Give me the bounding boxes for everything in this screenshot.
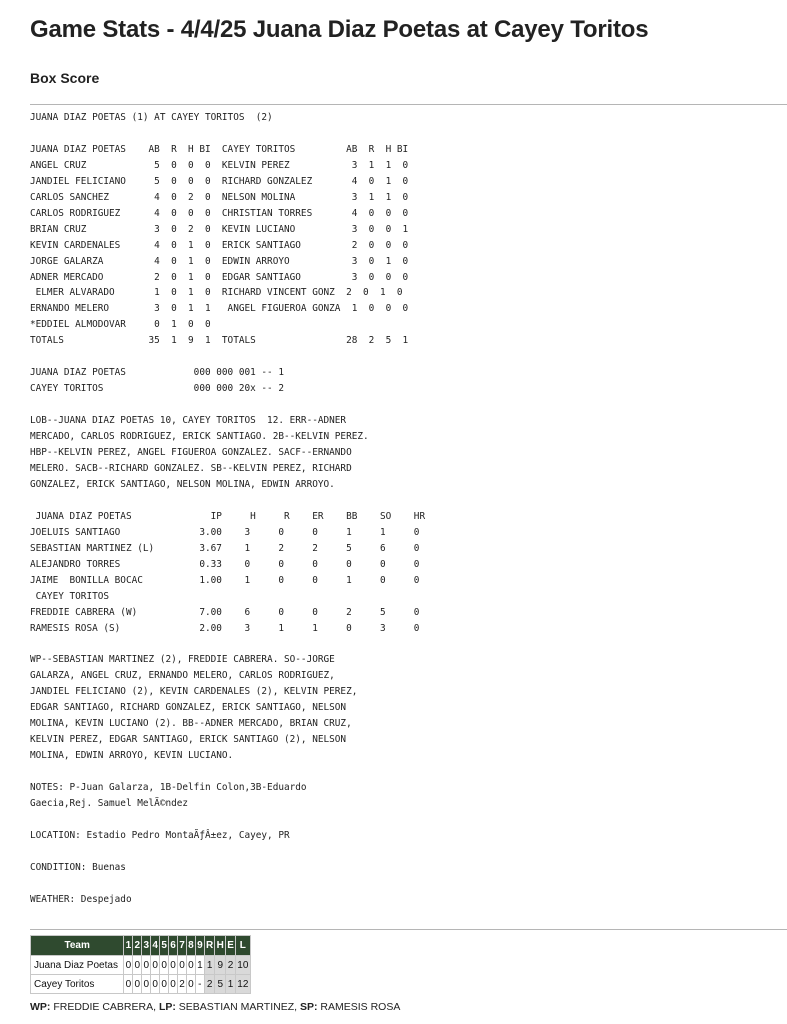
inning-score: 0 [133,956,142,975]
save-pitcher: RAMESIS ROSA [320,1001,401,1013]
header-runs: R [204,936,215,956]
header-inning-7: 7 [178,936,187,956]
lp-label: LP: [158,1001,176,1013]
inning-score: 2 [178,975,187,994]
inning-score: 0 [124,956,133,975]
top-divider [30,104,787,105]
header-inning-2: 2 [133,936,142,956]
pitching-decisions [30,1001,400,1013]
inning-score: 0 [160,975,169,994]
losing-pitcher: SEBASTIAN MARTINEZ [178,1001,295,1013]
team-name: Cayey Toritos [31,975,124,994]
header-inning-5: 5 [160,936,169,956]
separator: , [294,1001,300,1013]
header-inning-8: 8 [186,936,195,956]
total-errors: 2 [226,956,236,975]
inning-score: 0 [186,975,195,994]
header-team: Team [31,936,124,956]
inning-score: 0 [160,956,169,975]
total-left-on-base: 12 [236,975,251,994]
inning-score: 0 [178,956,187,975]
line-score-header-row [31,936,251,956]
total-hits: 9 [215,956,226,975]
total-errors: 1 [226,975,236,994]
header-errors: E [226,936,236,956]
line-score-row-home [31,975,251,994]
wp-label: WP: [30,1001,51,1013]
inning-score: 0 [142,975,151,994]
inning-score: 0 [124,975,133,994]
total-runs: 1 [204,956,215,975]
box-score-text: JUANA DIAZ POETAS (1) AT CAYEY TORITOS (2) JUANA DIAZ POETAS AB R H BI CAYEY TORITOS AB R H BI ANGEL CRUZ 5 0 0 0 KELVIN PEREZ 3 1 1 0 JANDIEL FELICIANO 5 0 0 0 RICHARD GONZALEZ 4 0 1 0 CARLOS SANCHEZ 4 0 2 0 NELSON MOLINA 3 1 1 0 CARLOS RODRIGUEZ 4 0 0 0 CHRISTIAN TORRES 4 0 0 0 BRIAN CRUZ 3 0 2 0 KEVIN LUCIANO 3 0 0 1 KEVIN CARDENALES 4 0 1 0 ERICK SANTIAGO 2 0 0 0 JORGE GALARZA 4 0 1 0 EDWIN ARROYO 3 0 1 0 ADNER MERCADO 2 0 1 0 EDGAR SANTIAGO 3 0 0 0 ELMER ALVARADO 1 0 1 0 RICHARD VINCENT GONZ 2 0 1 0 ERNANDO MELERO 3 0 1 1 ANGEL FIGUEROA GONZA 1 0 0 0 *EDDIEL ALMODOVAR 0 1 0 0 TOTALS 35 1 9 1 TOTALS 28 2 5 1 JUANA DIAZ POETAS 000 000 001 -- 1 CAYEY TORITOS 000 000 20x -- 2 LOB--JUANA DIAZ POETAS 10, CAYEY TORITOS 12. ERR--ADNER MERCADO, CARLOS RODRIGUEZ, ERICK SANTIAGO. 2B--KELVIN PEREZ. HBP--KELVIN PEREZ, ANGEL FIGUEROA GONZALEZ. SACF--ERNANDO MELERO. SACB--RICHARD GONZALEZ. SB--KELVIN PEREZ, RICHARD GONZALEZ, ERICK SANTIAGO, NELSON MOLINA, EDWIN ARROYO. JUANA DIAZ POETAS IP H R ER BB SO HR JOELUIS SANTIAGO 3.00 3 0 0 1 1 0 SEBASTIAN MARTINEZ (L) 3.67 1 2 2 5 6 0 ALEJANDRO TORRES 0.33 0 0 0 0 0 0 JAIME BONILLA BOCAC 1.00 1 0 0 1 0 0 CAYEY TORITOS FREDDIE CABRERA (W) 7.00 6 0 0 2 5 0 RAMESIS ROSA (S) 2.00 3 1 1 0 3 0 WP--SEBASTIAN MARTINEZ (2), FREDDIE CABRERA. SO--JORGE GALARZA, ANGEL CRUZ, ERNANDO MELERO, CARLOS RODRIGUEZ, JANDIEL FELICIANO (2), KEVIN CARDENALES (2), KELVIN PEREZ, EDGAR SANTIAGO, RICHARD GONZALEZ, ERICK SANTIAGO, NELSON MOLINA, KEVIN LUCIANO (2). BB--ADNER MERCADO, BRIAN CRUZ, KELVIN PEREZ, EDGAR SANTIAGO, ERICK SANTIAGO (2), NELSON MOLINA, EDWIN ARROYO, KEVIN LUCIANO. NOTES: P-Juan Galarza, 1B-Delfin Colon,3B-Eduardo Gaecia,Rej. Samuel MelÃ©ndez LOCATION: Estadio Pedro MontaÃƒÂ±ez, Cayey, PR CONDITION: Buenas WEATHER: Despejado [30,112,426,905]
line-score-table [30,935,251,994]
inning-score: 0 [151,975,160,994]
header-inning-1: 1 [124,936,133,956]
inning-score: 0 [186,956,195,975]
total-runs: 2 [204,975,215,994]
inning-score: 0 [151,956,160,975]
header-inning-3: 3 [142,936,151,956]
inning-score: 0 [169,956,178,975]
total-left-on-base: 10 [236,956,251,975]
inning-score: 0 [142,956,151,975]
inning-score: 0 [169,975,178,994]
sp-label: SP: [299,1001,318,1013]
inning-score: 0 [133,975,142,994]
inning-score: - [195,975,204,994]
section-title-box-score: Box Score [30,70,100,86]
header-inning-4: 4 [151,936,160,956]
bottom-divider [30,929,787,930]
header-inning-9: 9 [195,936,204,956]
header-inning-6: 6 [169,936,178,956]
header-left-on-base: L [236,936,251,956]
total-hits: 5 [215,975,226,994]
team-name: Juana Diaz Poetas [31,956,124,975]
header-hits: H [215,936,226,956]
page-title: Game Stats - 4/4/25 Juana Diaz Poetas at Cayey Toritos [30,16,649,43]
separator: , [153,1001,159,1013]
line-score-row-away [31,956,251,975]
winning-pitcher: FREDDIE CABRERA [53,1001,154,1013]
inning-score: 1 [195,956,204,975]
